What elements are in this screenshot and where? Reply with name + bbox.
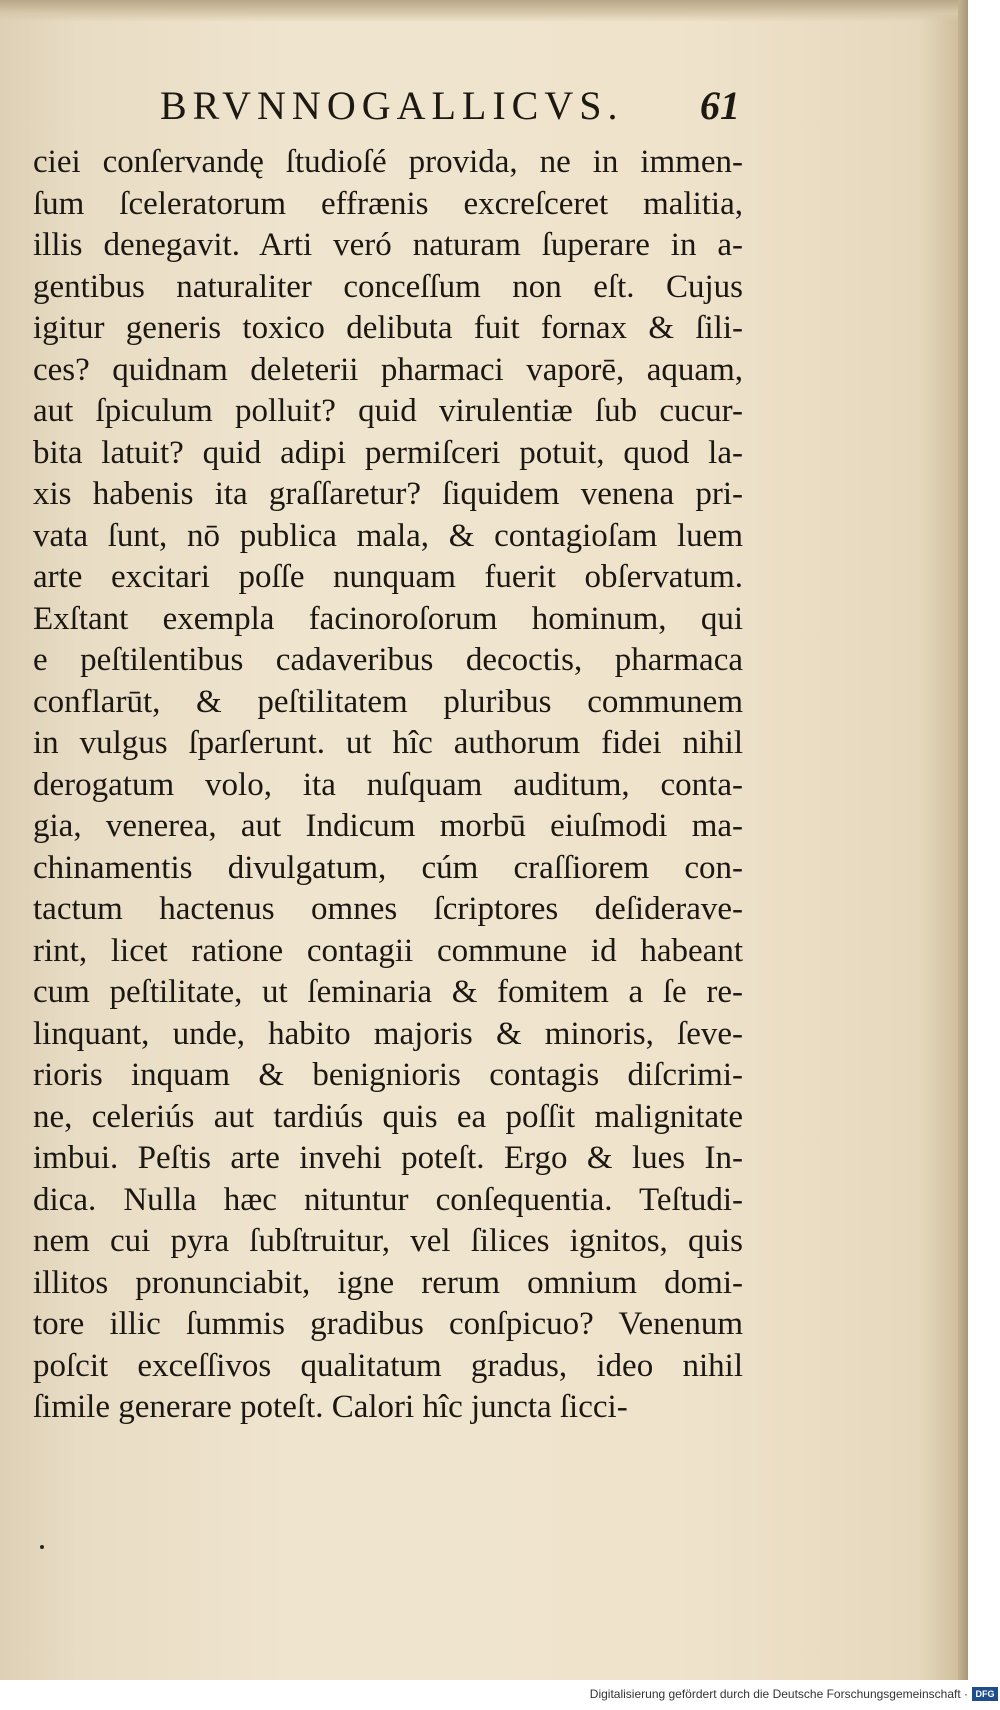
text-line: tore illic ſummis gradibus conſpicuo? Venenum: [33, 1306, 743, 1342]
text-line: chinamentis divulgatum, cúm craſſiorem con-: [33, 849, 743, 886]
text-line: bita latuit? quid adipi permiſceri potuit, quod la-: [33, 434, 743, 471]
text-line: gentibus naturaliter conceſſum non eſt. Cujus: [33, 268, 743, 305]
text-line: linquant, unde, habito majoris & minoris, ſeve-: [33, 1015, 743, 1052]
text-line: nem cui pyra ſubſtruitur, vel ſilices ignitos, quis: [33, 1223, 743, 1259]
text-line: dica. Nulla hæc nituntur conſequentia. Teſtudi-: [33, 1181, 743, 1218]
dfg-logo: DFG: [972, 1687, 998, 1701]
text-line: in vulgus ſparſerunt. ut hîc authorum fidei nihil: [33, 725, 743, 761]
text-line: ciei conſervandę ſtudioſé provida, ne in immen-: [33, 144, 743, 180]
ink-speck: [40, 1545, 44, 1549]
text-line: derogatum volo, ita nuſquam auditum, conta-: [33, 766, 743, 803]
text-line: imbui. Peſtis arte invehi poteſt. Ergo & lues In-: [33, 1140, 743, 1176]
text-line: Exſtant exempla facinoroſorum hominum, qui: [33, 600, 743, 637]
text-line: igitur generis toxico delibuta fuit fornax & ſili-: [33, 310, 743, 346]
text-line: rint, licet ratione contagii commune id habeant: [33, 932, 743, 969]
credit-text: Digitalisierung gefördert durch die Deutsche Forschungsgemeinschaft ·: [589, 1687, 968, 1701]
text-line: gia, venerea, aut Indicum morbū eiuſmodi ma-: [33, 808, 743, 844]
text-line: ſimile generare poteſt. Calori hîc juncta ſicci-: [33, 1389, 628, 1425]
text-line: e peſtilentibus cadaveribus decoctis, pharmaca: [33, 642, 743, 678]
text-line: aut ſpiculum polluit? quid virulentiæ ſub cucur-: [33, 393, 743, 429]
digitization-credit: [590, 1684, 998, 1704]
text-line: poſcit exceſſivos qualitatum gradus, ideo nihil: [33, 1347, 743, 1384]
text-line: rioris inquam & benignioris contagis diſcrimi-: [33, 1057, 743, 1093]
text-line: cum peſtilitate, ut ſeminaria & fomitem a ſe re-: [33, 974, 743, 1010]
text-line: arte excitari poſſe nunquam fuerit obſervatum.: [33, 559, 743, 595]
page-edge: [958, 0, 968, 1680]
text-line: xis habenis ita graſſaretur? ſiquidem venena pri-: [33, 476, 743, 512]
text-line: conflarūt, & peſtilitatem pluribus communem: [33, 683, 743, 720]
text-line: illitos pronunciabit, igne rerum omnium domi-: [33, 1264, 743, 1301]
running-head: [0, 82, 968, 132]
running-title: BRVNNOGALLICVS.: [160, 83, 624, 128]
text-line: illis denegavit. Arti veró naturam ſuperare in a-: [33, 227, 743, 263]
text-line: vata ſunt, nō publica mala, & contagioſam luem: [33, 517, 743, 554]
text-line: tactum hactenus omnes ſcriptores deſiderave-: [33, 891, 743, 927]
body-text: [33, 142, 743, 1429]
page-number: 61: [700, 83, 740, 128]
text-line: ces? quidnam deleterii pharmaci vaporē, aquam,: [33, 351, 743, 388]
text-line: ſum ſceleratorum effrænis excreſceret malitia,: [33, 185, 743, 222]
text-line: ne, celeriús aut tardiús quis ea poſſit malignitate: [33, 1098, 743, 1135]
